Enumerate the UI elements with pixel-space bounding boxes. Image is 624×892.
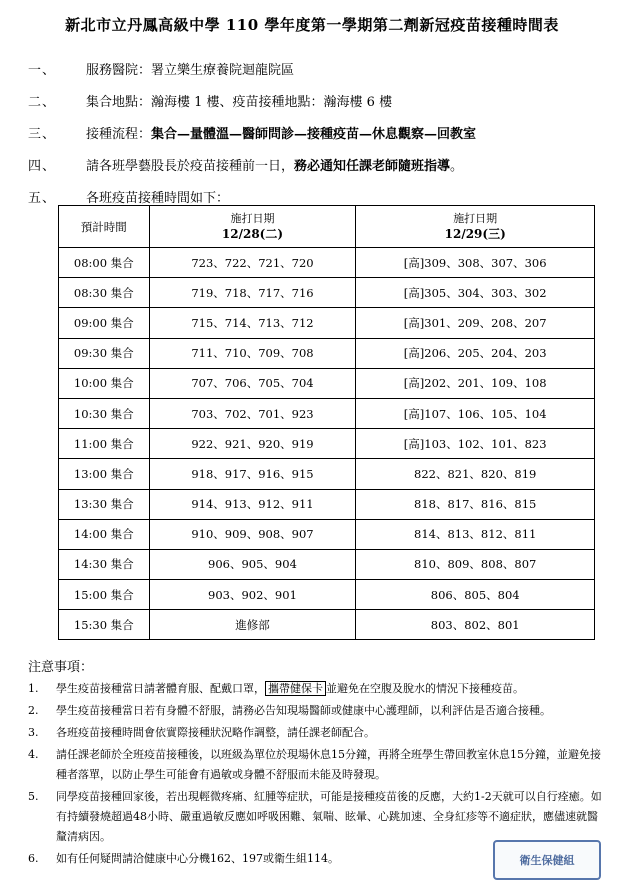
note-text-post: 並避免在空腹及脫水的情況下接種疫苗。 bbox=[326, 682, 524, 695]
row-time: 14:00 集合 bbox=[59, 519, 150, 549]
row-classes-1228: 715、714、713、712 bbox=[149, 308, 356, 338]
row-classes-1228: 進修部 bbox=[149, 610, 356, 640]
section-process bbox=[28, 124, 608, 156]
row-classes-1229: [高]202、201、109、108 bbox=[356, 368, 595, 398]
row-time: 10:30 集合 bbox=[59, 398, 150, 428]
row-classes-1228: 707、706、705、704 bbox=[149, 368, 356, 398]
header-date: 12/28(二) bbox=[221, 227, 284, 241]
row-time: 08:00 集合 bbox=[59, 248, 150, 278]
note-text: 請任課老師於全班疫苗接種後，以班級為單位於現場休息15分鐘，再將全班學生帶回教室休息15分鐘，並避免接種者落單，以防止學生可能會有過敏或身體不舒服而未能及時發現。 bbox=[56, 748, 601, 781]
boxed-health-card: 攜帶健保卡 bbox=[265, 681, 326, 696]
table-row bbox=[59, 338, 595, 368]
note-number: 2. bbox=[28, 704, 39, 717]
header-label: 施打日期 bbox=[230, 212, 275, 225]
note-number: 5. bbox=[28, 790, 39, 803]
row-classes-1229: 814、813、812、811 bbox=[356, 519, 595, 549]
section-text: 服務醫院：署立樂生療養院迴龍院區 bbox=[86, 63, 295, 78]
note-number: 1. bbox=[28, 682, 39, 695]
section-prefix: 請各班學藝股長於疫苗接種前一日， bbox=[86, 159, 295, 174]
table-row bbox=[59, 248, 595, 278]
notes-section bbox=[28, 656, 603, 871]
section-bold-text: 集合—量體溫—醫師問診—接種疫苗—休息觀察—回教室 bbox=[151, 127, 477, 142]
note-number: 3. bbox=[28, 726, 39, 739]
row-time: 13:30 集合 bbox=[59, 489, 150, 519]
note-number: 4. bbox=[28, 748, 39, 761]
row-time: 13:00 集合 bbox=[59, 459, 150, 489]
row-classes-1228: 903、902、901 bbox=[149, 580, 356, 610]
note-text: 學生疫苗接種當日若有身體不舒服，請務必告知現場醫師或健康中心護理師，以利評估是否適合接種。 bbox=[56, 704, 551, 717]
section-number: 三、 bbox=[28, 127, 57, 142]
note-number: 6. bbox=[28, 852, 39, 865]
row-time: 15:30 集合 bbox=[59, 610, 150, 640]
health-office-stamp bbox=[493, 840, 601, 880]
section-notice bbox=[28, 156, 608, 188]
table-row bbox=[59, 308, 595, 338]
note-text: 同學疫苗接種回家後，若出現輕微疼痛、紅腫等症狀，可能是接種疫苗後的反應，大約1-2天就可以自行痊癒。如有持續發燒超過48小時、嚴重過敏反應如呼吸困難、氣喘、眩暈、心跳加速、全身紅疹等不適症狀，應儘速就醫釐清病因。 bbox=[56, 790, 602, 843]
row-time: 09:00 集合 bbox=[59, 308, 150, 338]
table-row bbox=[59, 580, 595, 610]
info-sections bbox=[28, 60, 608, 220]
note-item bbox=[28, 679, 603, 699]
row-classes-1229: 818、817、816、815 bbox=[356, 489, 595, 519]
table-row bbox=[59, 489, 595, 519]
section-number: 四、 bbox=[28, 159, 57, 174]
row-classes-1228: 719、718、717、716 bbox=[149, 278, 356, 308]
note-item bbox=[28, 787, 603, 847]
row-classes-1228: 918、917、916、915 bbox=[149, 459, 356, 489]
table-row bbox=[59, 368, 595, 398]
header-date-1228 bbox=[149, 206, 356, 248]
row-time: 15:00 集合 bbox=[59, 580, 150, 610]
row-time: 14:30 集合 bbox=[59, 549, 150, 579]
header-date-1229 bbox=[356, 206, 595, 248]
row-classes-1229: [高]107、106、105、104 bbox=[356, 398, 595, 428]
note-item bbox=[28, 745, 603, 785]
row-time: 08:30 集合 bbox=[59, 278, 150, 308]
section-bold-text: 務必通知任課老師隨班指導 bbox=[294, 159, 451, 174]
section-number: 一、 bbox=[28, 63, 57, 78]
row-time: 10:00 集合 bbox=[59, 368, 150, 398]
note-item bbox=[28, 701, 603, 721]
section-prefix: 接種流程： bbox=[86, 127, 152, 142]
note-item bbox=[28, 723, 603, 743]
note-text bbox=[56, 679, 603, 699]
notes-title: 注意事項： bbox=[28, 660, 94, 675]
row-classes-1229: [高]309、308、307、306 bbox=[356, 248, 595, 278]
note-text: 各班疫苗接種時間會依實際接種狀況略作調整，請任課老師配合。 bbox=[56, 726, 375, 739]
note-text: 如有任何疑問請洽健康中心分機162、197或衛生組114。 bbox=[56, 852, 339, 865]
table-row bbox=[59, 429, 595, 459]
table-row bbox=[59, 610, 595, 640]
header-label: 施打日期 bbox=[453, 212, 498, 225]
row-classes-1228: 711、710、709、708 bbox=[149, 338, 356, 368]
section-text: 各班疫苗接種時間如下： bbox=[86, 191, 230, 206]
row-classes-1228: 914、913、912、911 bbox=[149, 489, 356, 519]
table-row bbox=[59, 519, 595, 549]
row-classes-1229: 806、805、804 bbox=[356, 580, 595, 610]
row-classes-1228: 906、905、904 bbox=[149, 549, 356, 579]
table-row bbox=[59, 278, 595, 308]
stamp-text: 衛生保健組 bbox=[519, 854, 575, 867]
row-classes-1228: 922、921、920、919 bbox=[149, 429, 356, 459]
table-header-row bbox=[59, 206, 595, 248]
row-classes-1229: [高]301、209、208、207 bbox=[356, 308, 595, 338]
header-date: 12/29(三) bbox=[444, 227, 506, 241]
note-text-pre: 學生疫苗接種當日請著體育服、配戴口罩， bbox=[56, 682, 265, 695]
section-location bbox=[28, 92, 608, 124]
row-classes-1229: [高]206、205、204、203 bbox=[356, 338, 595, 368]
section-number: 五、 bbox=[28, 191, 57, 206]
document-title: 新北市立丹鳳高級中學 110 學年度第一學期第二劑新冠疫苗接種時間表 bbox=[65, 16, 559, 34]
table-row bbox=[59, 549, 595, 579]
row-time: 09:30 集合 bbox=[59, 338, 150, 368]
row-classes-1228: 703、702、701、923 bbox=[149, 398, 356, 428]
section-suffix: 。 bbox=[450, 159, 464, 174]
row-classes-1228: 910、909、908、907 bbox=[149, 519, 356, 549]
row-classes-1229: [高]305、304、303、302 bbox=[356, 278, 595, 308]
row-classes-1229: 810、809、808、807 bbox=[356, 549, 595, 579]
row-classes-1228: 723、722、721、720 bbox=[149, 248, 356, 278]
header-time: 預計時間 bbox=[59, 206, 150, 248]
section-text: 集合地點：瀚海樓 1 樓、疫苗接種地點：瀚海樓 6 樓 bbox=[86, 95, 393, 110]
table-row bbox=[59, 459, 595, 489]
row-classes-1229: 822、821、820、819 bbox=[356, 459, 595, 489]
section-hospital bbox=[28, 60, 608, 92]
row-classes-1229: [高]103、102、101、823 bbox=[356, 429, 595, 459]
section-number: 二、 bbox=[28, 95, 57, 110]
vaccination-schedule-table bbox=[58, 205, 595, 640]
table-row bbox=[59, 398, 595, 428]
row-time: 11:00 集合 bbox=[59, 429, 150, 459]
row-classes-1229: 803、802、801 bbox=[356, 610, 595, 640]
